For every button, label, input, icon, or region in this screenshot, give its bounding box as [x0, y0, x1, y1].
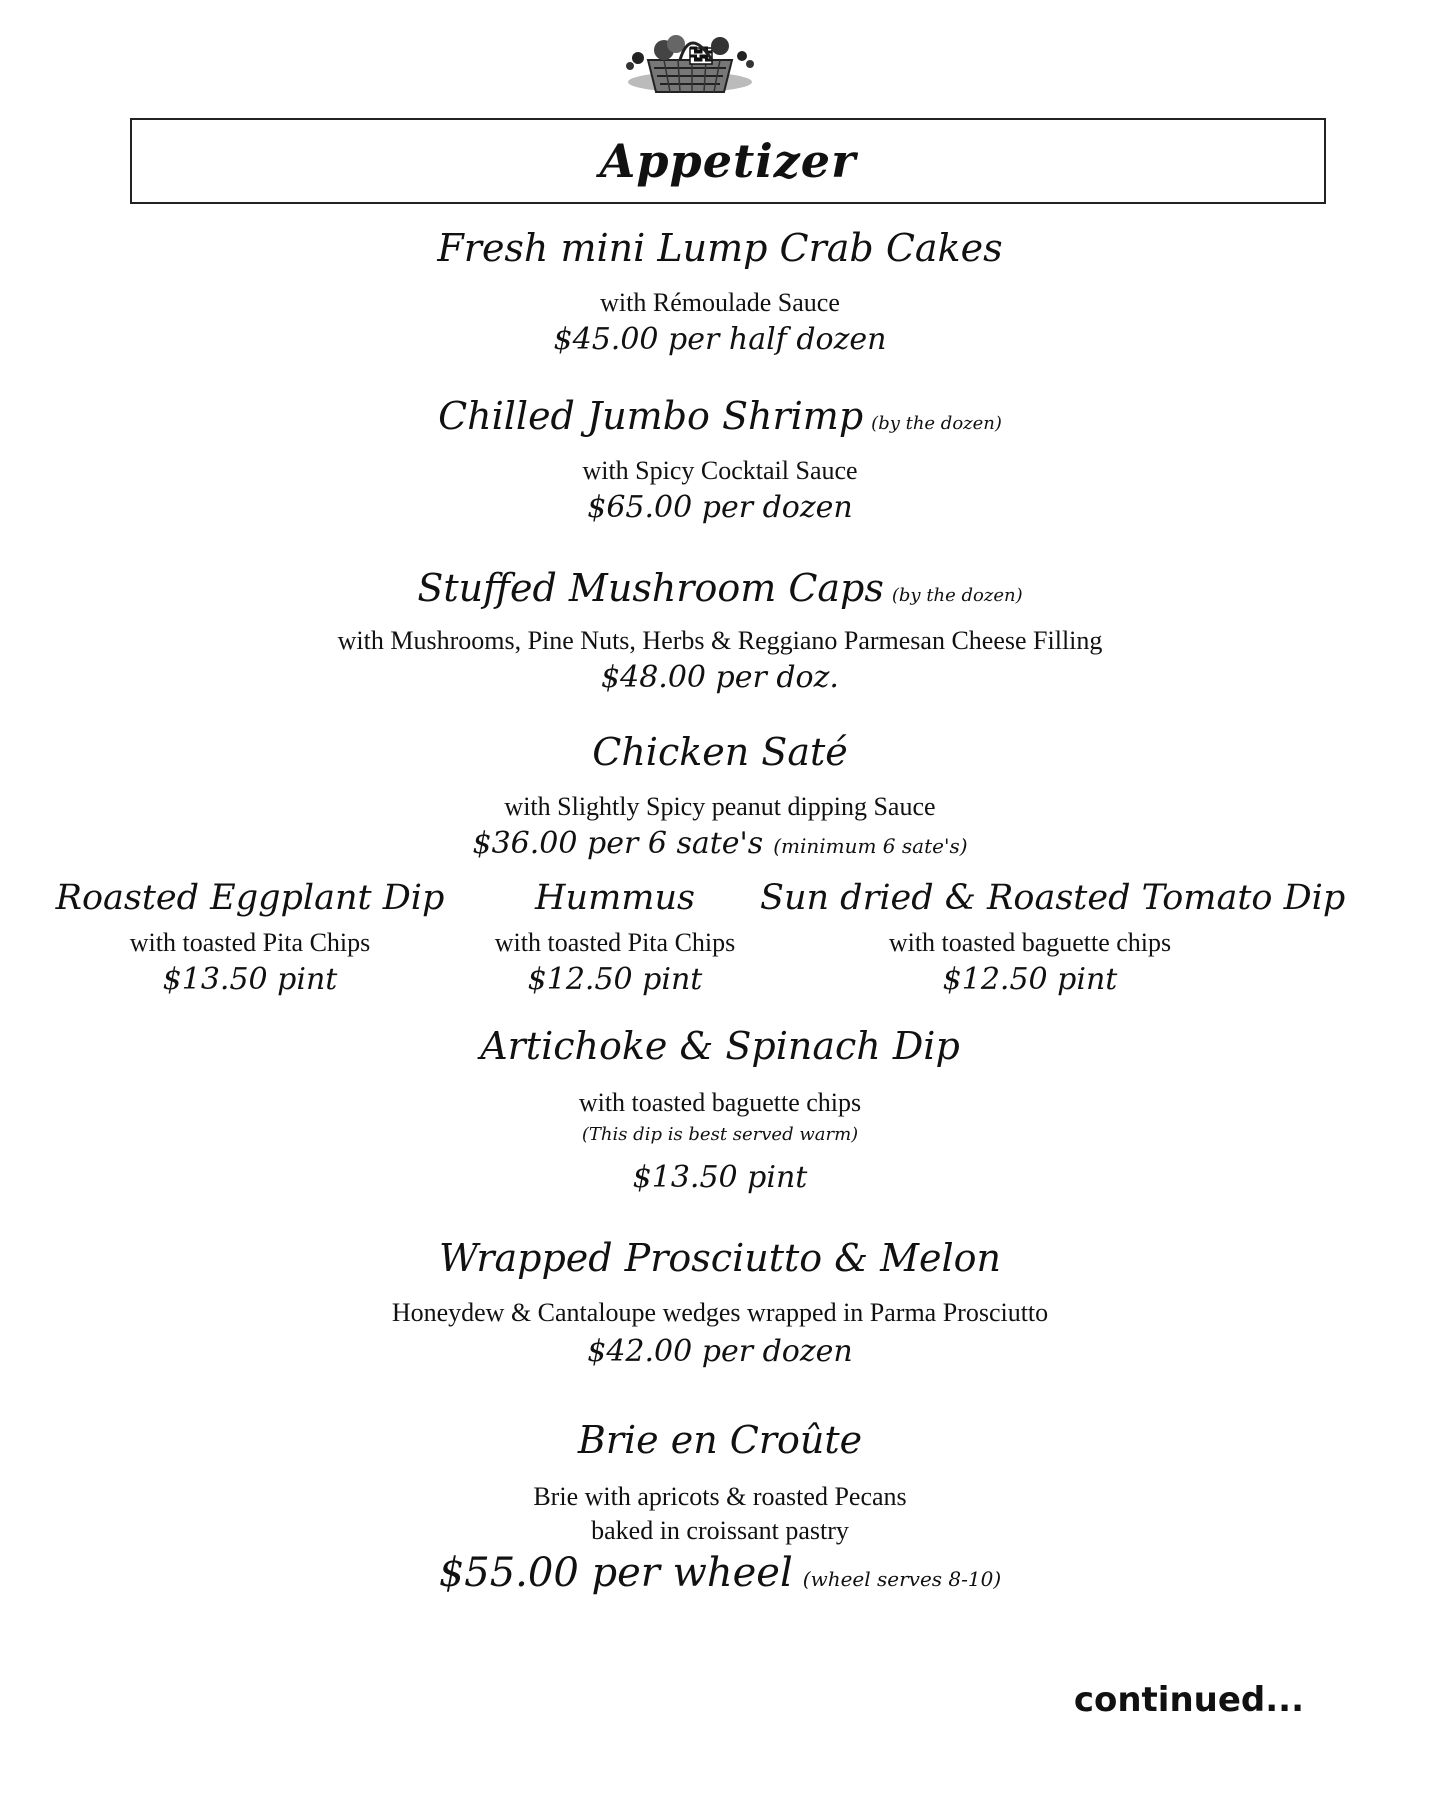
item-name: Sun dried & Roasted Tomato Dip [760, 878, 1346, 918]
menu-item-artichoke-dip [0, 1024, 1440, 1068]
item-name: Wrapped Prosciutto & Melon [438, 1236, 1002, 1280]
item-price-note: (wheel serves 8-10) [802, 1567, 1002, 1591]
item-description: Brie with apricots & roasted Pecans [533, 1482, 907, 1511]
item-name-note: (by the dozen) [871, 413, 1002, 434]
item-price: $42.00 per dozen [587, 1334, 853, 1369]
item-price: $12.50 pint [527, 962, 703, 997]
menu-item-tomato-dip [760, 878, 1346, 997]
item-price: $13.50 pint [632, 1160, 808, 1195]
menu-item-jumbo-shrimp [0, 394, 1440, 438]
item-price: $45.00 per half dozen [553, 322, 887, 357]
item-price: $65.00 per dozen [587, 490, 853, 525]
item-price: $12.50 pint [942, 962, 1118, 997]
menu-item-chicken-sate [0, 730, 1440, 774]
title-box [130, 118, 1326, 204]
item-price-row [0, 1550, 1440, 1596]
item-description: with Slightly Spicy peanut dipping Sauce [504, 792, 936, 821]
item-description: with toasted baguette chips [578, 1088, 862, 1117]
menu-item-prosciutto-melon [0, 1236, 1440, 1280]
item-description: Honeydew & Cantaloupe wedges wrapped in Parma Prosciutto [391, 1298, 1049, 1327]
item-description: baked in croissant pastry [591, 1516, 849, 1545]
item-price-note: (minimum 6 sate's) [773, 834, 968, 858]
item-description: with toasted Pita Chips [129, 928, 371, 957]
item-name: Artichoke & Spinach Dip [480, 1024, 960, 1068]
menu-item-hummus [455, 878, 775, 997]
menu-item-brie-en-croute [0, 1418, 1440, 1462]
item-name: Hummus [535, 878, 695, 918]
item-name: Fresh mini Lump Crab Cakes [437, 226, 1003, 270]
item-description: with Rémoulade Sauce [600, 288, 840, 317]
item-description: with toasted baguette chips [888, 928, 1172, 957]
item-price: $55.00 per wheel [438, 1550, 793, 1596]
item-price: $13.50 pint [162, 962, 338, 997]
item-price: $36.00 per 6 sate's [472, 826, 764, 861]
picnic-basket-icon [620, 20, 760, 100]
menu-item-crab-cakes [0, 226, 1440, 270]
menu-item-eggplant-dip [50, 878, 450, 997]
item-description: with toasted Pita Chips [494, 928, 736, 957]
item-name: Brie en Croûte [577, 1418, 863, 1462]
item-price: $48.00 per doz. [601, 660, 839, 695]
item-name: Chicken Saté [592, 730, 848, 774]
item-description: with Mushrooms, Pine Nuts, Herbs & Reggiano Parmesan Cheese Filling [337, 626, 1103, 655]
item-note: (This dip is best served warm) [581, 1124, 859, 1145]
item-description: with Spicy Cocktail Sauce [582, 456, 858, 485]
item-name: Stuffed Mushroom Caps [417, 566, 884, 610]
item-price-row [0, 826, 1440, 861]
item-name: Chilled Jumbo Shrimp [438, 394, 864, 438]
menu-item-mushroom-caps [0, 566, 1440, 610]
page-title: Appetizer [599, 134, 857, 188]
continued-label: continued... [1073, 1680, 1304, 1720]
item-name: Roasted Eggplant Dip [55, 878, 445, 918]
item-name-note: (by the dozen) [891, 585, 1023, 606]
